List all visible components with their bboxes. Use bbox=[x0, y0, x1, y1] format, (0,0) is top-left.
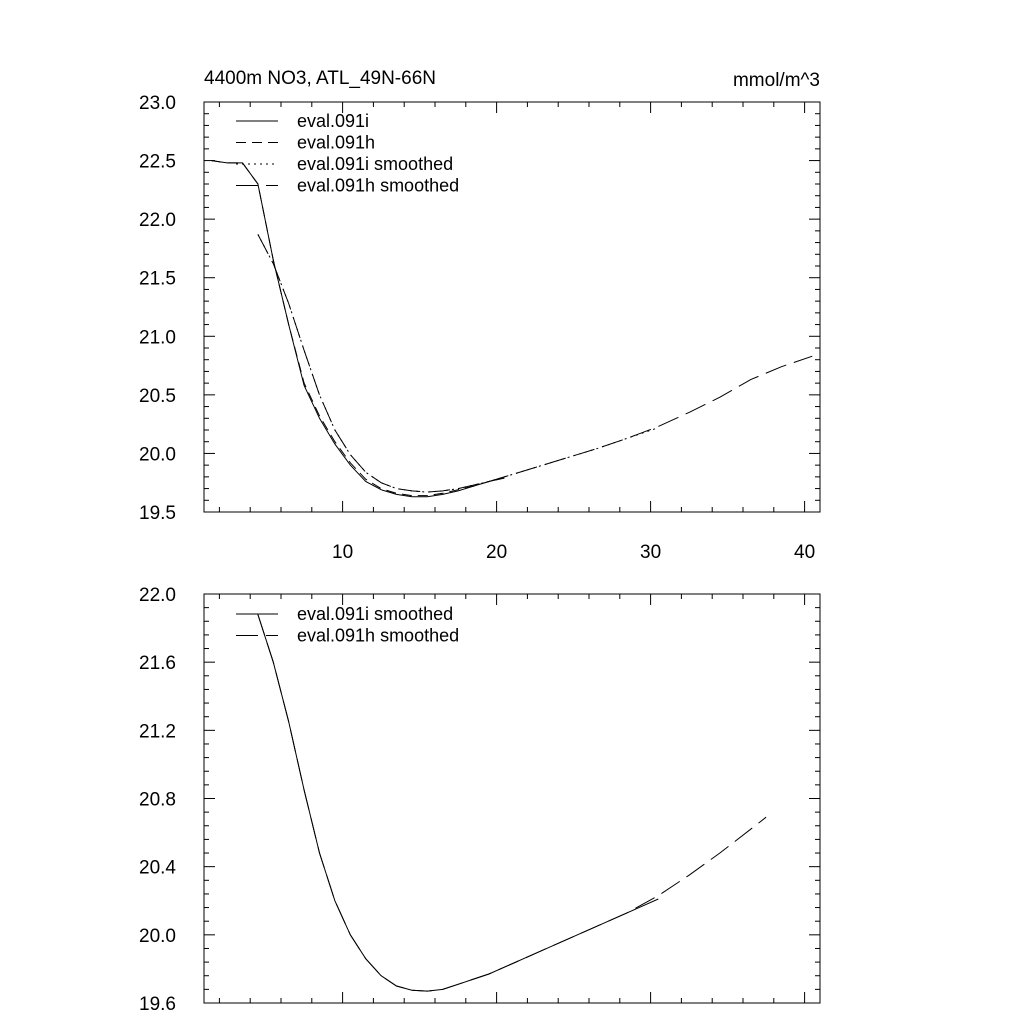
y-tick-label: 22.5 bbox=[139, 151, 176, 173]
y-tick-label: 21.2 bbox=[139, 721, 176, 743]
y-tick-label: 20.0 bbox=[139, 925, 176, 947]
legend-label: eval.091h smoothed bbox=[297, 625, 460, 646]
y-tick-label: 19.5 bbox=[139, 503, 176, 524]
units-label: mmol/m^3 bbox=[732, 70, 820, 91]
legend-label: eval.091i smoothed bbox=[297, 154, 454, 174]
legend-label: eval.091h smoothed bbox=[297, 175, 460, 196]
series-line-2 bbox=[258, 234, 658, 492]
plot-frame bbox=[204, 594, 820, 1003]
y-tick-label: 21.6 bbox=[139, 653, 176, 675]
top-panel bbox=[139, 68, 820, 563]
bottom-panel bbox=[139, 585, 820, 1015]
y-tick-label: 21.0 bbox=[139, 327, 176, 349]
series-line-1 bbox=[258, 615, 766, 992]
y-tick-label: 20.0 bbox=[139, 444, 176, 466]
y-tick-label: 19.6 bbox=[139, 994, 176, 1015]
y-tick-label: 20.5 bbox=[139, 385, 176, 407]
y-tick-label: 23.0 bbox=[139, 93, 176, 114]
y-tick-label: 20.8 bbox=[139, 789, 176, 811]
x-tick-label: 30 bbox=[640, 542, 662, 563]
y-tick-label: 21.5 bbox=[139, 268, 176, 290]
legend-label: eval.091h bbox=[297, 132, 376, 153]
y-tick-label: 22.0 bbox=[139, 585, 176, 606]
x-tick-label: 20 bbox=[486, 542, 508, 563]
y-tick-label: 20.4 bbox=[139, 857, 176, 879]
series-line-0 bbox=[258, 615, 658, 992]
legend-label: eval.091i bbox=[297, 111, 370, 131]
series-line-3 bbox=[258, 234, 812, 492]
series-line-1 bbox=[212, 161, 505, 496]
chart-title: 4400m NO3, ATL_49N-66N bbox=[204, 68, 436, 89]
series-line-0 bbox=[212, 161, 505, 497]
x-tick-label: 10 bbox=[332, 542, 354, 563]
y-tick-label: 22.0 bbox=[139, 210, 176, 232]
x-tick-label: 40 bbox=[794, 542, 816, 563]
legend-label: eval.091i smoothed bbox=[297, 604, 454, 624]
